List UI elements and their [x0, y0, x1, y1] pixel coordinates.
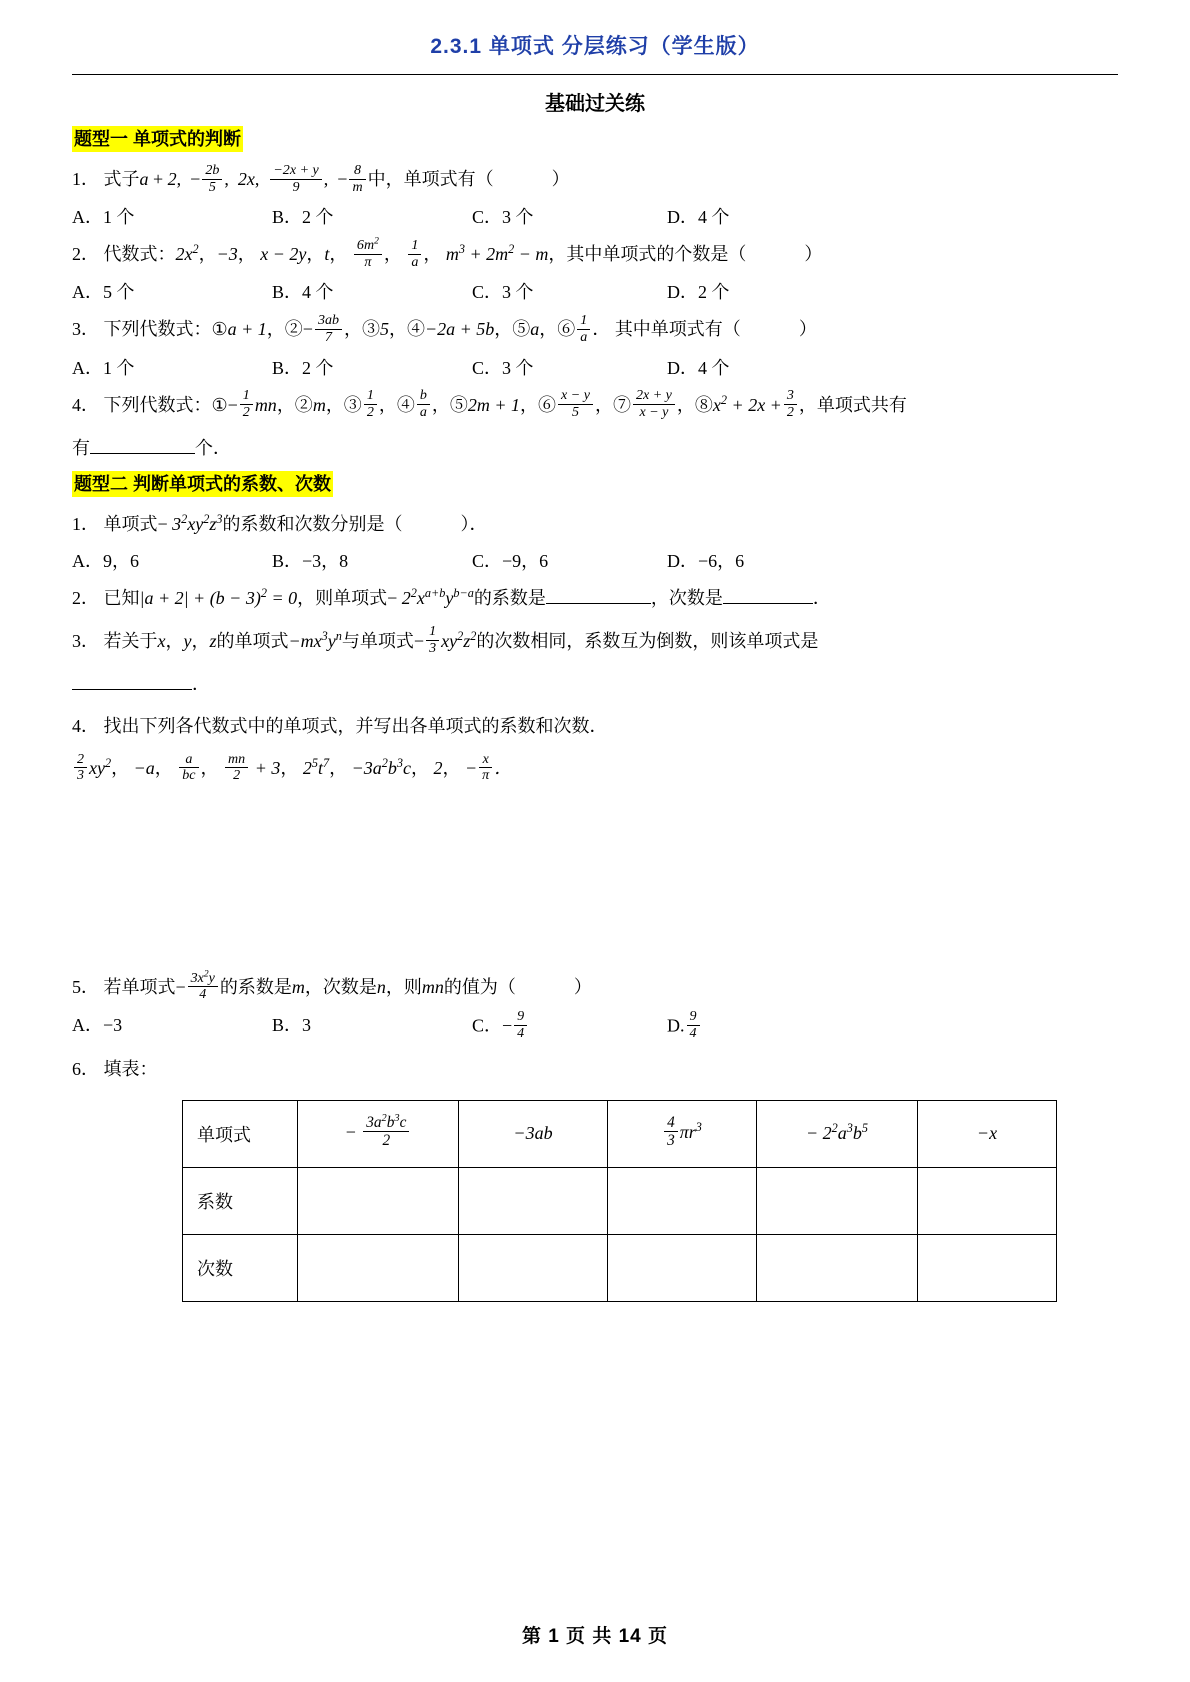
page-title: 2.3.1 单项式 分层练习（学生版）	[430, 35, 760, 58]
question-2-5-options	[72, 1008, 1118, 1043]
fraction-a-bc: $\frac{a}{bc}$	[179, 752, 198, 784]
cell-coefficient-1[interactable]	[298, 1167, 459, 1234]
type-two-heading-wrap	[72, 471, 1118, 497]
question-text-post: 中，单项式有（	[367, 169, 494, 190]
option-a[interactable]: A．1 个	[72, 357, 135, 378]
cell-degree-3[interactable]	[608, 1234, 757, 1301]
question-text-end: ）	[551, 169, 570, 190]
option-a[interactable]: A．5 个	[72, 282, 135, 303]
question-text: 找出下列各代数式中的单项式，并写出各单项式的系数和次数．	[103, 715, 608, 736]
question-2-4-expressions: $\frac{2}{3}$ $xy^2$， −a， $\frac{a}{bc}$ ， $\frac{mn}{2}$ + 3， $2^5t^7$， $-3a^2b^3c$， 2， − $\frac{x}{\pi}$ ．	[72, 751, 1118, 786]
question-1-2-options	[72, 278, 1118, 304]
question-1-4: 4． 下列代数式：①− $\frac{1}{2}$ mn，②m，③ $\frac{1}{2}$ ，④ $\frac{b}{a}$ ，⑤2m + 1，⑥ $\frac{x - y}{5}$ ，⑦ $\frac{2x + y}{x - y}$ ，$⑧x^2 + 2x$ + $\frac{3}{2}$ ，单项式共有	[72, 387, 907, 420]
option-b[interactable]: B．3	[272, 1015, 312, 1036]
fraction-mn-2: $\frac{mn}{2}$	[225, 752, 248, 784]
question-text-post: ，单项式共有	[798, 394, 907, 415]
question-2-2: 2． 已知$|a + 2| + (b - 3)^2 = 0$，则单项式− $2^2x^{a+b}y^{b-a}$的系数是 ，次数是 ．	[72, 581, 1118, 615]
cell-expression-5: −x	[918, 1100, 1057, 1167]
option-d[interactable]: D．−6，6	[667, 551, 745, 572]
option-a[interactable]: A．9，6	[72, 551, 139, 572]
question-text-pre: 已知	[103, 588, 140, 609]
question-text-end: 个．	[195, 437, 231, 458]
type-two-heading: 题型二 判断单项式的系数、次数	[72, 471, 333, 497]
question-2-3: 3． 若关于x，y，z的单项式$-mx^3y^n$与单项式− $\frac{1}{3}$ $xy^2z^2$的次数相同，系数互为倒数，则该单项式是	[72, 623, 819, 656]
type-one-heading: 题型一 单项式的判断	[72, 126, 243, 152]
cell-degree-1[interactable]	[298, 1234, 459, 1301]
fraction-1-a: $\frac{1}{a}$	[408, 238, 421, 270]
fraction-2b-5: $\frac{2b}{5}$	[202, 163, 222, 195]
option-b[interactable]: B．2 个	[272, 207, 334, 228]
option-c[interactable]: C．3 个	[472, 357, 534, 378]
fraction-9-4-b: $\frac{9}{4}$	[687, 1009, 700, 1041]
question-2-4	[72, 709, 1118, 743]
fraction-1-3: $\frac{1}{3}$	[426, 624, 439, 656]
cell-expression-2: −3ab	[459, 1100, 608, 1167]
question-text-pre: 下列代数式：	[103, 394, 212, 415]
option-d-label: D.	[667, 1015, 685, 1036]
question-text-post: 的次数相同，系数互为倒数，则该单项式是	[476, 630, 819, 651]
fraction-6m2-pi: $\frac{6m^2}{\pi}$	[354, 238, 382, 270]
row-header-expression: 单项式	[183, 1100, 298, 1167]
question-1-3: 3． 下列代数式：①a + 1，②− $\frac{3ab}{7}$ ，③5，④−2a + 5b，⑤a，⑥ $\frac{1}{a}$ ． 其中单项式有（ ）	[72, 312, 817, 345]
cell-degree-4[interactable]	[757, 1234, 918, 1301]
question-2-1: 1． 单项式− $3^2xy^2z^3$的系数和次数分别是（ ）．	[72, 507, 1118, 541]
table-row	[183, 1100, 1057, 1167]
cell-expression-1: − $\frac{3a^2b^3c}{2}$	[298, 1100, 459, 1167]
question-1-1-options	[72, 203, 1118, 229]
question-1-3-options	[72, 354, 1118, 380]
option-c[interactable]: C．−9，6	[472, 551, 549, 572]
question-text-post3: ，则	[385, 977, 422, 998]
fill-in-table	[182, 1100, 1057, 1302]
question-text-tail: ．	[812, 588, 831, 609]
question-text-end: ）	[798, 319, 817, 340]
answer-blank-degree[interactable]	[723, 585, 813, 604]
option-b[interactable]: B．−3，8	[272, 551, 349, 572]
fraction-3ab-7: $\frac{3ab}{7}$	[315, 313, 342, 345]
question-text-pre: 单项式	[103, 514, 158, 535]
question-number: 6．	[72, 1058, 99, 1079]
question-text-post: 其中单项式有（	[614, 319, 741, 340]
question-text: 填表：	[103, 1058, 158, 1079]
section-title: 基础过关练	[545, 93, 645, 115]
question-1-2: 2． 代数式：$2x^2$，−3， x − 2y，t， $\frac{6m^2}{\pi}$ ， $\frac{1}{a}$ ， $m^3 + 2m^2 - m$，其中单项式的个数是（ ）	[72, 235, 823, 270]
fraction-x-pi: $\frac{x}{\pi}$	[479, 752, 492, 784]
row-header-coefficient: 系数	[183, 1167, 298, 1234]
cell-degree-5[interactable]	[918, 1234, 1057, 1301]
question-number: 1．	[72, 514, 99, 535]
question-text-mid2: 与单项式	[341, 630, 414, 651]
option-c[interactable]: C．− $\frac{9}{4}$	[472, 1011, 667, 1043]
question-text-end: ）．	[460, 514, 488, 535]
cell-coefficient-2[interactable]	[459, 1167, 608, 1234]
option-b[interactable]: B．4 个	[272, 282, 334, 303]
option-c[interactable]: C．3 个	[472, 282, 534, 303]
question-number: 5．	[72, 977, 99, 998]
option-c-label: C．	[472, 1015, 503, 1036]
fraction-9-4: $\frac{9}{4}$	[514, 1009, 527, 1041]
question-number: 3．	[72, 319, 99, 340]
question-text-pre: 下列代数式：	[103, 319, 212, 340]
question-text-post4: 的值为（	[443, 977, 516, 998]
fraction-2-3: $\frac{2}{3}$	[74, 752, 87, 784]
question-1-4-answer-line	[72, 431, 1118, 465]
table-row	[183, 1167, 1057, 1234]
answer-label: 有	[72, 437, 90, 458]
fraction-1-2-b: $\frac{1}{2}$	[364, 388, 377, 420]
fraction-1-2: $\frac{1}{2}$	[240, 388, 253, 420]
answer-blank[interactable]	[72, 671, 192, 690]
fraction-1-a-2: $\frac{1}{a}$	[577, 313, 590, 345]
cell-coefficient-4[interactable]	[757, 1167, 918, 1234]
answer-work-area[interactable]	[72, 792, 1118, 962]
question-text-mid: 的单项式	[216, 630, 289, 651]
table-row	[183, 1234, 1057, 1301]
fraction-xy-5: $\frac{x - y}{5}$	[558, 388, 593, 420]
question-number: 4．	[72, 715, 99, 736]
question-text-pre: 若单项式	[103, 977, 176, 998]
fraction-4-3: $\frac{4}{3}$	[664, 1114, 678, 1149]
cell-expression-4: − $2^2a^3b^5$	[757, 1100, 918, 1167]
fraction-3a2b3c-2: $\frac{3a^2b^3c}{2}$	[363, 1114, 409, 1149]
question-1-1: 1． 式子a + 2, − $\frac{2b}{5}$ , 2x, $\frac{-2x + y}{9}$ , − $\frac{8}{m}$ 中，单项式有（ ）	[72, 161, 570, 195]
question-2-5: 5． 若单项式− $\frac{3x^2y}{4}$ 的系数是m，次数是n，则mn的值为（ ）	[72, 967, 592, 1003]
option-d[interactable]: D．4 个	[667, 357, 730, 378]
question-text-pre: 式子	[103, 169, 140, 190]
fraction-3-2: $\frac{3}{2}$	[784, 388, 797, 420]
question-text-pre: 代数式：	[103, 244, 176, 265]
question-text-end: ，次数是	[650, 588, 723, 609]
fraction-neg2xy-9: $\frac{-2x + y}{9}$	[270, 163, 321, 195]
question-number: 4．	[72, 394, 99, 415]
question-text-post2: ，次数是	[304, 977, 377, 998]
option-d[interactable]	[667, 1008, 847, 1043]
question-2-3-answer-line	[72, 667, 1118, 701]
question-text-end: ）	[573, 977, 592, 998]
question-text-post: ，其中单项式的个数是（	[548, 244, 747, 265]
question-number: 1．	[72, 169, 99, 190]
title-divider	[72, 74, 1118, 75]
option-b[interactable]: B．2 个	[272, 357, 334, 378]
answer-blank[interactable]	[90, 435, 195, 454]
option-d[interactable]: D．4 个	[667, 207, 730, 228]
question-number: 3．	[72, 630, 99, 651]
cell-degree-2[interactable]	[459, 1234, 608, 1301]
row-header-degree: 次数	[183, 1234, 298, 1301]
question-text-post: 的系数是	[219, 977, 292, 998]
question-number: 2．	[72, 588, 99, 609]
cell-coefficient-3[interactable]	[608, 1167, 757, 1234]
question-text-post: 的系数是	[473, 588, 546, 609]
fraction-b-a: $\frac{b}{a}$	[417, 388, 430, 420]
question-number: 2．	[72, 244, 99, 265]
option-a[interactable]: A．−3	[72, 1015, 123, 1036]
question-2-1-options	[72, 547, 1118, 573]
cell-coefficient-5[interactable]	[918, 1167, 1057, 1234]
fraction-8-m: $\frac{8}{m}$	[349, 163, 365, 195]
option-c[interactable]: C．3 个	[472, 207, 534, 228]
type-one-heading-wrap	[72, 126, 1118, 152]
fraction-2xy-xy: $\frac{2x + y}{x - y}$	[633, 388, 675, 420]
fraction-3x2y-4: $\frac{3x^2y}{4}$	[188, 971, 218, 1003]
question-text-end: ．	[192, 673, 210, 694]
question-text-mid: ，则单项式	[297, 588, 388, 609]
option-a[interactable]: A．1 个	[72, 207, 135, 228]
question-text-post: 的系数和次数分别是（	[222, 514, 403, 535]
question-text-pre: 若关于	[103, 630, 158, 651]
page-footer: 第 1 页 共 14 页	[521, 1626, 669, 1647]
option-d[interactable]: D．2 个	[667, 282, 730, 303]
cell-expression-3: $\frac{4}{3}$ $\pi r^3$	[608, 1100, 757, 1167]
question-text-end: ）	[804, 244, 823, 265]
answer-blank-coefficient[interactable]	[546, 585, 651, 604]
question-2-6	[72, 1052, 1118, 1086]
